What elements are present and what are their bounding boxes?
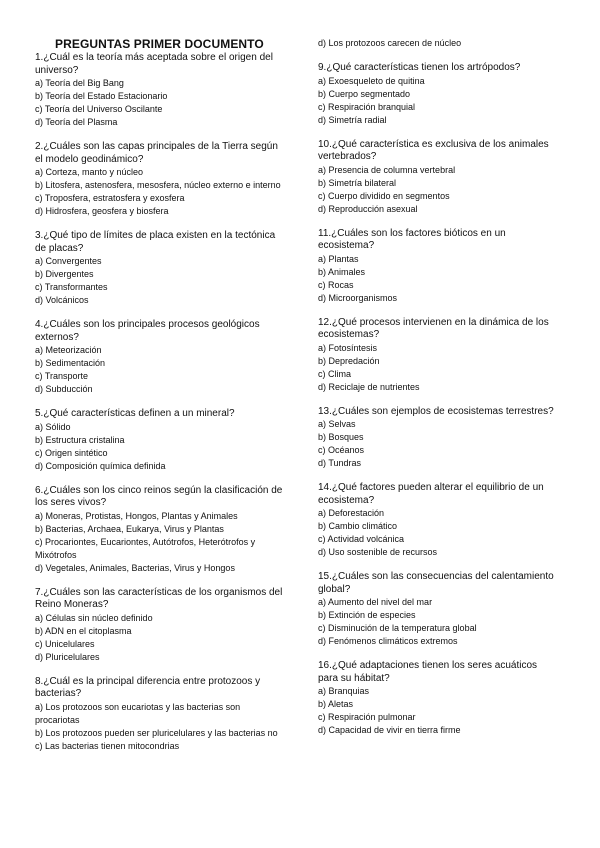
option-text: c) Océanos [318,445,365,455]
question-text: 9.¿Qué características tienen los artrópodos? [318,62,521,73]
option-text: c) Troposfera, estratosfera y exosfera [35,193,185,203]
option-text: b) ADN en el citoplasma [35,625,132,636]
question-block [318,406,558,471]
option-text: a) Plantas [318,253,359,264]
option-text: c) Disminución de la temperatura global [318,623,477,633]
option-text: b) Cuerpo segmentado [318,88,411,99]
question-block [318,482,558,559]
option-text: d) Tundras [318,458,362,468]
question-block [35,587,283,664]
question-block [35,141,283,218]
question-block [318,228,558,305]
question-text: 11.¿Cuáles son los factores bióticos en un ecosistema? [318,227,506,251]
option-text: b) Bacterias, Archaea, Eukarya, Virus y Plantas [35,523,224,534]
option-text: d) Volcánicos [35,295,89,305]
question-text: 5.¿Qué características definen a un mineral? [35,408,235,419]
option-text: d) Fenómenos climáticos extremos [318,636,458,646]
option-text: b) Depredación [318,355,380,366]
option-text: d) Composición química definida [35,460,166,471]
option-text: a) Selvas [318,419,356,429]
option-text: a) Aumento del nivel del mar [318,597,433,607]
option-text: d) Reproducción asexual [318,203,418,214]
option-text: a) Meteorización [35,345,102,355]
right-column [318,37,558,749]
option-text: b) Los protozoos pueden ser pluricelulares y las bacterias no [35,727,278,738]
option-text: c) Origen sintético [35,447,108,458]
option-text: d) Uso sostenible de recursos [318,547,438,557]
question-block [318,62,558,127]
option-text: a) Exoesqueleto de quitina [318,75,425,86]
question-continuation [318,37,558,50]
option-text: c) Unicelulares [35,638,95,649]
option-text: d) Teoría del Plasma [35,117,118,127]
option-text: d) Capacidad de vivir en tierra firme [318,725,461,735]
option-text: a) Los protozoos son eucariotas y las bacterias son procariotas [35,701,241,725]
option-text: d) Subducción [35,384,93,394]
option-text: a) Corteza, manto y núcleo [35,167,144,177]
option-text: b) Divergentes [35,269,94,279]
option-text: a) Moneras, Protistas, Hongos, Plantas y Animales [35,510,238,521]
question-block [35,485,283,575]
option-text: c) Transformantes [35,282,108,292]
option-text: a) Deforestación [318,508,385,518]
option-text: a) Convergentes [35,256,102,266]
option-text: c) Teoría del Universo Oscilante [35,104,163,114]
option-text: b) Estructura cristalina [35,434,125,445]
question-block [318,571,558,648]
question-block [35,408,283,473]
option-text: c) Respiración branquial [318,101,416,112]
option-text: b) Simetría bilateral [318,177,397,188]
option-text: a) Células sin núcleo definido [35,612,153,623]
option-text: c) Respiración pulmonar [318,712,416,722]
option-text: c) Transporte [35,371,89,381]
question-text: 13.¿Cuáles son ejemplos de ecosistemas terrestres? [318,405,554,417]
question-block [318,317,558,394]
question-block [35,676,283,753]
option-text: d) Hidrosfera, geosfera y biosfera [35,206,169,216]
question-block [35,319,283,396]
option-text: d) Microorganismos [318,292,398,303]
page-title: PREGUNTAS PRIMER DOCUMENTO [55,37,264,51]
question-text: 2.¿Cuáles son las capas principales de la Tierra según el modelo geodinámico? [35,141,278,165]
question-text: 4.¿Cuáles son los principales procesos geológicos externos? [35,319,260,343]
question-text: 10.¿Qué característica es exclusiva de los animales vertebrados? [318,138,549,162]
option-text: d) Los protozoos carecen de núcleo [318,38,462,48]
option-text: d) Reciclaje de nutrientes [318,381,420,392]
option-text: b) Teoría del Estado Estacionario [35,91,168,101]
question-block [35,230,283,307]
left-column [35,34,283,765]
option-text: b) Cambio climático [318,521,398,531]
question-block [35,52,283,129]
option-text: c) Cuerpo dividido en segmentos [318,190,450,201]
option-text: b) Extinción de especies [318,610,416,620]
option-text: b) Sedimentación [35,358,106,368]
question-text: 14.¿Qué factores pueden alterar el equilibrio de un ecosistema? [318,482,544,506]
question-text: 1.¿Cuál es la teoría más aceptada sobre el origen del universo? [35,52,273,76]
option-text: c) Actividad volcánica [318,534,405,544]
question-text: 8.¿Cuál es la principal diferencia entre protozoos y bacterias? [35,675,261,699]
option-text: b) Aletas [318,699,354,709]
question-text: 12.¿Qué procesos intervienen en la dinámica de los ecosistemas? [318,316,549,340]
option-text: c) Rocas [318,279,354,290]
option-text: d) Simetría radial [318,114,387,125]
question-text: 16.¿Qué adaptaciones tienen los seres acuáticos para su hábitat? [318,660,538,684]
option-text: a) Sólido [35,421,71,432]
question-text: 6.¿Cuáles son los cinco reinos según la clasificación de los seres vivos? [35,484,283,508]
option-text: d) Pluricelulares [35,651,100,662]
option-text: b) Bosques [318,432,364,442]
option-text: a) Presencia de columna vertebral [318,164,456,175]
option-text: d) Vegetales, Animales, Bacterias, Virus y Hongos [35,562,235,573]
option-text: c) Clima [318,368,351,379]
option-text: a) Teoría del Big Bang [35,78,124,88]
option-text: c) Las bacterias tienen mitocondrias [35,740,180,751]
question-text: 7.¿Cuáles son las características de los organismos del Reino Moneras? [35,586,283,610]
option-text: a) Fotosíntesis [318,342,378,353]
option-text: b) Animales [318,266,366,277]
question-block [318,139,558,216]
option-text: b) Litosfera, astenosfera, mesosfera, núcleo externo e interno [35,180,281,190]
question-block [318,660,558,737]
question-text: 15.¿Cuáles son las consecuencias del calentamiento global? [318,571,554,595]
option-text: c) Procariontes, Eucariontes, Autótrofos, Heterótrofos y Mixótrofos [35,536,256,560]
option-text: a) Branquias [318,686,370,696]
question-text: 3.¿Qué tipo de límites de placa existen en la tectónica de placas? [35,230,276,254]
